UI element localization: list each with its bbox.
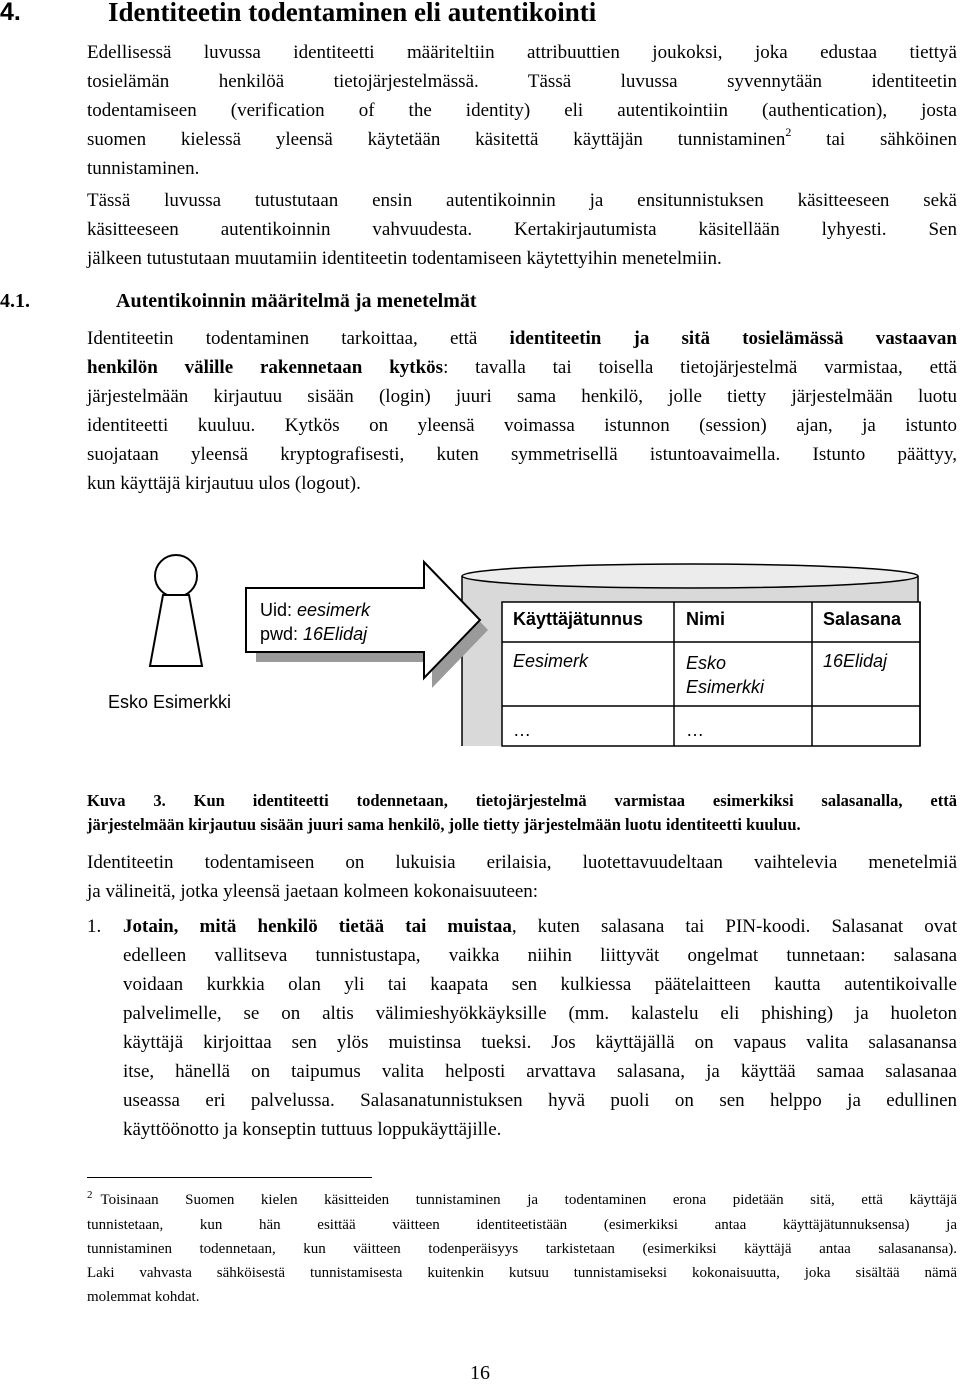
text-line — [123, 912, 957, 941]
section-number: 4.1. — [0, 290, 30, 312]
pwd-value: 16Elidaj — [303, 624, 368, 644]
page-number: 16 — [470, 1362, 490, 1384]
table-cell — [686, 651, 764, 699]
footnote-line: tunnistaminen todennetaan, kun väitteen todenperäisyys tarkistetaan (esimerkiksi käyttäjä antaa salasanansa). — [87, 1241, 957, 1257]
section-paragraph — [87, 324, 957, 498]
text-line — [87, 324, 957, 353]
bold-segment: identiteetin ja sitä tosielämässä vastaavan — [509, 328, 957, 349]
table-header: Nimi — [686, 609, 726, 629]
chapter-title: Identiteetin todentaminen eli autentikointi — [108, 0, 597, 27]
person-label: Esko Esimerkki — [108, 692, 232, 712]
list-number: 1. — [87, 916, 102, 937]
section-title: Autentikoinnin määritelmä ja menetelmät — [116, 290, 477, 312]
authentication-diagram — [0, 540, 960, 760]
footnote-line: molemmat kohdat. — [87, 1289, 200, 1305]
text-line: järjestelmään kirjautuu sisään (login) juuri sama henkilö, jolle tietty järjestelmään luotu — [87, 386, 957, 407]
table-cell: Eesimerk — [513, 651, 589, 671]
section-heading — [0, 290, 960, 318]
person-icon — [150, 555, 202, 666]
text-line: suojataan yleensä kryptografisesti, kuten symmetrisellä istuntoavaimella. Istunto päättyy, — [87, 444, 957, 465]
intro2-paragraph — [87, 186, 957, 273]
text-line: käyttäjä kirjoittaa sen ylös muistinsa tueksi. Jos käyttäjällä on vapaus valita salasanansa — [123, 1032, 957, 1053]
footnote-line: Laki vahvasta sähköisestä tunnistamisesta kuitenkin kutsuu tunnistamiseksi kokonaisuutta, joka sisältää nämä — [87, 1265, 957, 1281]
text-line: itse, hänellä on taipumus valita helposti arvattava salasana, ja käyttää samaa salasanaa — [123, 1061, 957, 1082]
table-header: Käyttäjätunnus — [513, 609, 644, 629]
caption-line: Kuva 3. Kun identiteetti todennetaan, tietojärjestelmä varmistaa esimerkiksi salasanalla, että — [87, 791, 957, 810]
text-line: identiteetti kuuluu. Kytkös on yleensä voimassa istunnon (session) ajan, ja istunto — [87, 415, 957, 436]
text-line: käsitteeseen autentikoinnin vahvuudesta. Kertakirjautumista käsitellään lyhyesti. Sen — [87, 219, 957, 240]
list-body — [123, 912, 957, 1144]
text-segment: , kuten salasana tai PIN-koodi. Salasanat ovat — [511, 916, 957, 937]
chapter-number: 4. — [0, 0, 21, 26]
bold-segment: henkilön välille rakennetaan kytkös — [87, 357, 444, 378]
text-line: edelleen vallitseva tunnistustapa, vaikka niihin liittyvät ongelmat tunnetaan: salasana — [123, 945, 957, 966]
footnote-reference[interactable]: 2 — [785, 124, 792, 139]
credential-uid — [260, 600, 370, 621]
footnote-line: tunnistetaan, kun hän esittää väitteen identiteetistään (esimerkiksi antaa käyttäjätunnuksensa) ja — [87, 1217, 957, 1233]
table-cell: … — [686, 720, 704, 740]
text-line: Edellisessä luvussa identiteetti määriteltiin attribuuttien joukoksi, joka edustaa tiettyä — [87, 42, 957, 63]
text-line: kun käyttäjä kirjautuu ulos (logout). — [87, 473, 361, 494]
text-line: voidaan kurkkia olan yli tai kaapata sen kulkiessa päätelaitteen kautta autentikoivalle — [123, 974, 957, 995]
text-line: Identiteetin todentamiseen on lukuisia erilaisia, luotettavuudeltaan vaihtelevia menetelmiä — [87, 852, 957, 873]
text-line: todentamiseen (verification of the identity) eli autentikointiin (authentication), josta — [87, 100, 957, 121]
footnote-line — [87, 1188, 957, 1213]
methods-intro-paragraph — [87, 848, 957, 906]
text-line: Tässä luvussa tutustutaan ensin autentikoinnin ja ensitunnistuksen käsitteeseen sekä — [87, 190, 957, 211]
figure-caption — [87, 789, 957, 837]
footnote-mark: 2 — [87, 1189, 93, 1201]
intro-paragraph — [87, 38, 957, 183]
text-line: jälkeen tutustutaan muutamiin identiteetin todentamiseen käytettyihin menetelmiin. — [87, 248, 722, 269]
text-segment: tai sähköinen — [791, 129, 957, 150]
text-line: tosielämän henkilöä tietojärjestelmässä. Tässä luvussa syvennytään identiteetin — [87, 71, 957, 92]
text-segment: : tavalla tai toisella tietojärjestelmä varmistaa, että — [443, 357, 957, 378]
cell-line: Esimerkki — [686, 677, 765, 697]
cell-line: Esko — [686, 653, 727, 673]
text-line — [87, 125, 957, 154]
table-cell: 16Elidaj — [823, 651, 888, 671]
chapter-heading — [0, 0, 960, 34]
credential-pwd — [260, 624, 367, 645]
text-line: useassa eri palvelussa. Salasanatunnistuksen hyvä puoli on sen helppo ja edullinen — [123, 1090, 957, 1111]
uid-value: eesimerk — [297, 600, 371, 620]
text-segment: Identiteetin todentaminen tarkoittaa, että — [87, 328, 510, 349]
footnote-separator — [87, 1177, 372, 1178]
text-line: ja välineitä, jotka yleensä jaetaan kolmeen kokonaisuuteen: — [87, 881, 539, 902]
diagram-graphics — [0, 540, 960, 760]
text-segment: suomen kielessä yleensä käytetään käsitettä käyttäjän tunnistaminen — [87, 129, 786, 150]
text-line — [87, 353, 957, 382]
table-cell: … — [513, 720, 531, 740]
text-segment: Toisinaan Suomen kielen käsitteiden tunnistaminen ja todentaminen erona pidetään sitä, että käyttäjä — [100, 1192, 957, 1208]
caption-line: järjestelmään kirjautuu sisään juuri sama henkilö, jolle tietty järjestelmään luotu identiteetti kuuluu. — [87, 815, 801, 834]
footnote — [87, 1188, 957, 1309]
text-line: palvelimelle, se on altis välimieshyökkäyksille (mm. kalastelu eli phishing) ja huoleton — [123, 1003, 957, 1024]
pwd-label: pwd: — [260, 624, 304, 644]
table-header: Salasana — [823, 609, 902, 629]
bold-segment: Jotain, mitä henkilö tietää tai muistaa — [123, 916, 512, 937]
uid-label: Uid: — [260, 600, 298, 620]
text-line: tunnistaminen. — [87, 158, 200, 179]
text-line: käyttöönotto ja konseptin tuttuus loppukäyttäjille. — [123, 1119, 502, 1140]
